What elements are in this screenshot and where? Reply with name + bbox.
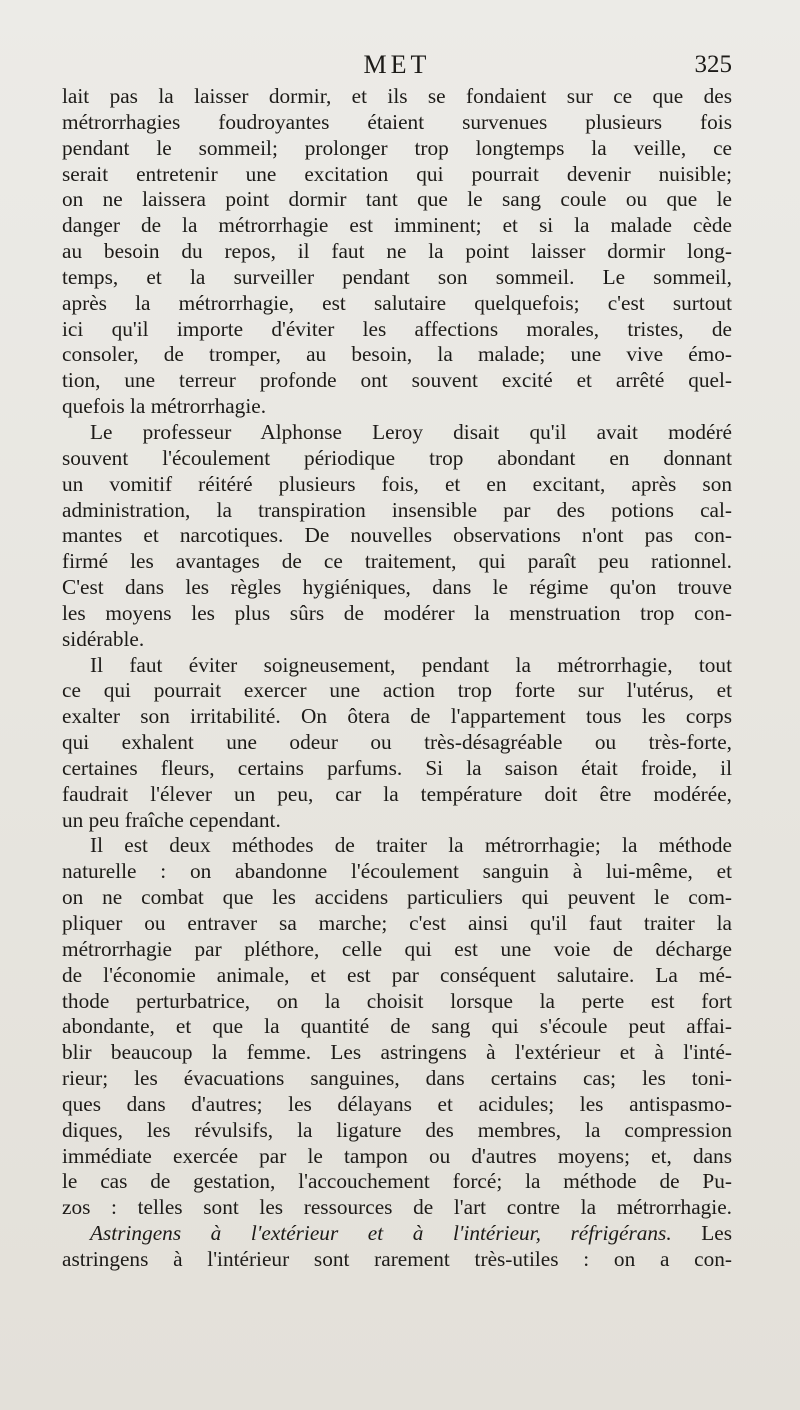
text-line: diques, les révulsifs, la ligature des membres, la compression <box>62 1117 732 1142</box>
text-line: les moyens les plus sûrs de modérer la menstruation trop con- <box>62 600 732 625</box>
text-line: naturelle : on abandonne l'écoulement sanguin à lui-même, et <box>62 859 732 884</box>
text-line <box>62 1221 732 1247</box>
text-line: rieur; les évacuations sanguines, dans certains cas; les toni- <box>62 1066 732 1091</box>
text-line: consoler, de tromper, au besoin, la malade; une vive émo- <box>62 342 732 367</box>
running-head: MET <box>363 50 431 79</box>
text-line: le cas de gestation, l'accouchement forcé; la méthode de Pu- <box>62 1169 732 1194</box>
text-line: mantes et narcotiques. De nouvelles observations n'ont pas con- <box>62 523 732 548</box>
text-line: on ne combat que les accidens particuliers qui peuvent le com- <box>62 885 732 910</box>
text-line: ici qu'il importe d'éviter les affections morales, tristes, de <box>62 316 732 341</box>
text-line: temps, et la surveiller pendant son sommeil. Le sommeil, <box>62 264 732 289</box>
text-line: firmé les avantages de ce traitement, qui paraît peu rationnel. <box>62 549 732 574</box>
text-line: pendant le sommeil; prolonger trop longtemps la veille, ce <box>62 135 732 160</box>
text-line: un vomitif réitéré plusieurs fois, et en excitant, après son <box>62 471 732 496</box>
text-line: un peu fraîche cependant. <box>62 807 281 832</box>
text-line: faudrait l'élever un peu, car la température doit être modérée, <box>62 781 732 806</box>
text-line: ce qui pourrait exercer une action trop forte sur l'utérus, et <box>62 678 732 703</box>
text-line: sidérable. <box>62 626 145 651</box>
text-line: Le professeur Alphonse Leroy disait qu'il avait modéré <box>90 419 732 444</box>
text-line: exalter son irritabilité. On ôtera de l'appartement tous les corps <box>62 704 732 729</box>
text-line: métrorrhagie par pléthore, celle qui est une voie de décharge <box>62 936 732 961</box>
text-line: administration, la transpiration insensible par des potions cal- <box>62 497 732 522</box>
text-line: ques dans d'autres; les délayans et acidules; les antispasmo- <box>62 1091 732 1116</box>
text-line: quefois la métrorrhagie. <box>62 394 267 419</box>
text-line: pliquer ou entraver sa marche; c'est ainsi qu'il faut traiter la <box>62 911 732 935</box>
text-line: zos : telles sont les ressources de l'art contre la métrorrhagie. <box>62 1195 732 1220</box>
italic-heading: Astringens à l'extérieur et à l'intérieur, réfrigérans. <box>90 1221 672 1246</box>
text-line: certaines fleurs, certains parfums. Si la saison était froide, il <box>62 755 732 780</box>
text-line: après la métrorrhagie, est salutaire quelquefois; c'est surtout <box>62 290 732 315</box>
text-line: qui exhalent une odeur ou très-désagréable ou très-forte, <box>62 730 732 755</box>
text-line: immédiate exercée par le tampon ou d'autres moyens; et, dans <box>62 1143 732 1168</box>
text-line: de l'économie animale, et est par conséquent salutaire. La mé- <box>62 962 732 987</box>
line-remainder: Les <box>671 1221 732 1246</box>
page-number: 325 <box>694 51 732 78</box>
text-line: danger de la métrorrhagie est imminent; et si la malade cède <box>62 213 732 238</box>
text-line: on ne laissera point dormir tant que le sang coule ou que le <box>62 187 732 212</box>
text-line: C'est dans les règles hygiéniques, dans le régime qu'on trouve <box>62 575 732 600</box>
text-line: thode perturbatrice, on la choisit lorsque la perte est fort <box>62 988 732 1013</box>
text-line: souvent l'écoulement périodique trop abondant en donnant <box>62 445 732 470</box>
page-header <box>62 50 732 84</box>
text-line: Il est deux méthodes de traiter la métrorrhagie; la méthode <box>90 833 732 858</box>
text-line: lait pas la laisser dormir, et ils se fondaient sur ce que des <box>62 84 732 108</box>
text-line: astringens à l'intérieur sont rarement très-utiles : on a con- <box>62 1246 732 1271</box>
text-line: métrorrhagies foudroyantes étaient survenues plusieurs fois <box>62 109 732 134</box>
text-line: Il faut éviter soigneusement, pendant la métrorrhagie, tout <box>90 652 732 677</box>
text-line: tion, une terreur profonde ont souvent excité et arrêté quel- <box>62 368 732 393</box>
text-line: serait entretenir une excitation qui pourrait devenir nuisible; <box>62 161 732 186</box>
text-line: abondante, et que la quantité de sang qui s'écoule peut affai- <box>62 1014 732 1039</box>
body-text <box>62 84 732 1273</box>
text-line: au besoin du repos, il faut ne la point laisser dormir long- <box>62 239 732 264</box>
text-line: blir beaucoup la femme. Les astringens à l'extérieur et à l'inté- <box>62 1040 732 1065</box>
